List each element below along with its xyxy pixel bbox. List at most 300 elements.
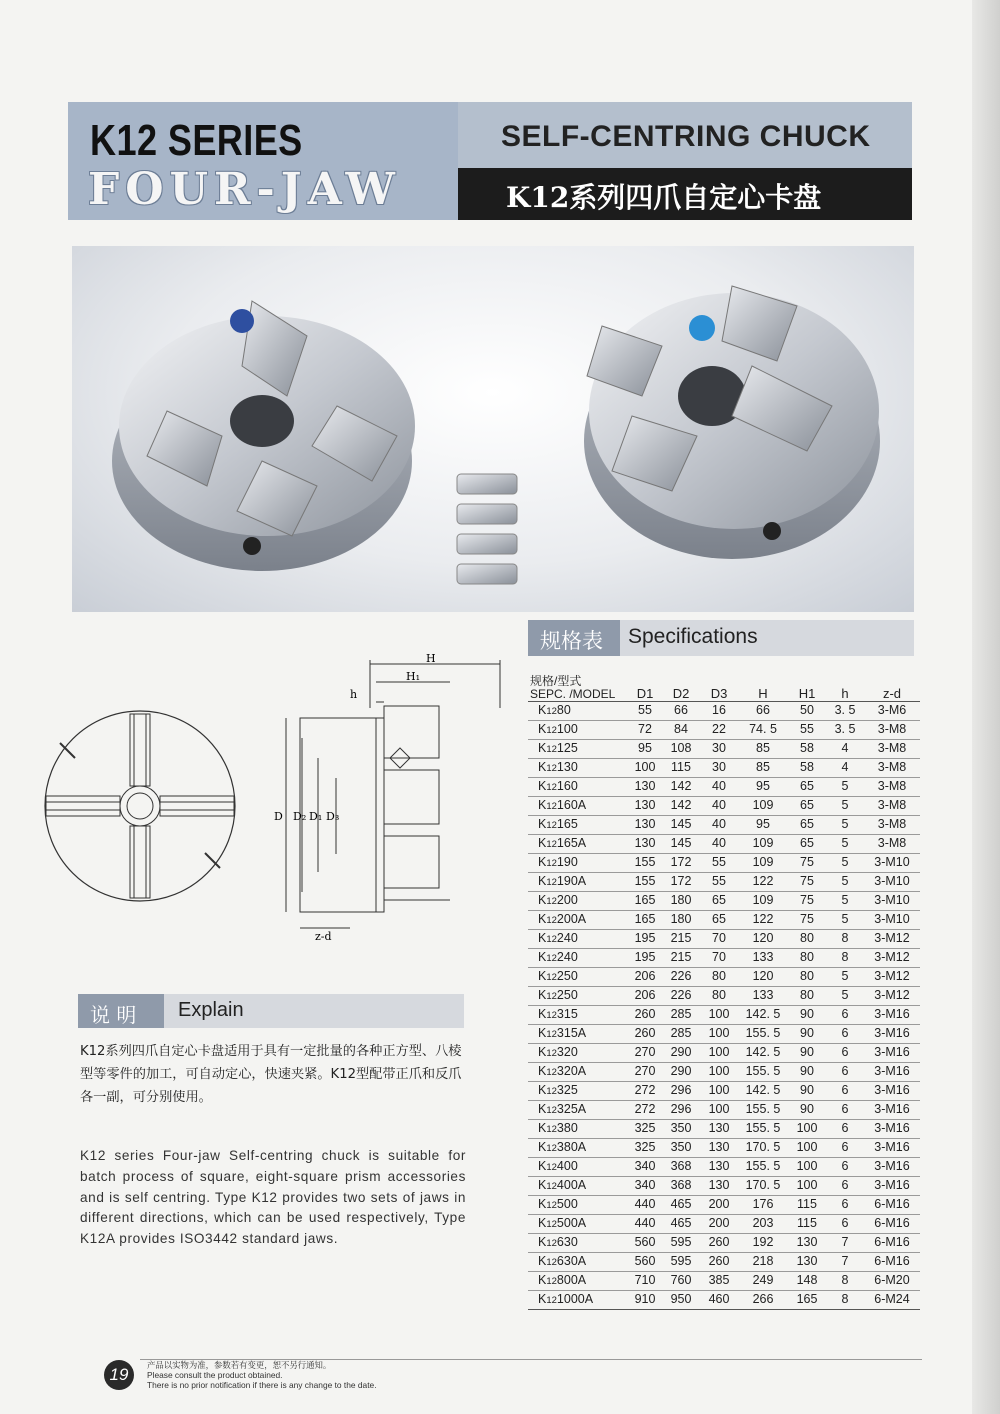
model-series-subscript: 12	[546, 1294, 557, 1306]
cell-h: 155. 5	[738, 1119, 788, 1138]
cell-h1: 90	[788, 1100, 826, 1119]
cell-d3: 100	[700, 1100, 738, 1119]
label-D1: D₁	[309, 810, 323, 823]
table-row	[528, 1290, 920, 1309]
cell-h: 133	[738, 948, 788, 967]
model-cell	[528, 701, 628, 720]
table-row	[528, 1138, 920, 1157]
cell-h1: 50	[788, 701, 826, 720]
cell-d2: 172	[662, 872, 700, 891]
table-row	[528, 986, 920, 1005]
model-size: 315	[556, 1006, 578, 1021]
model-prefix: K	[538, 1253, 547, 1268]
cell-h: 6	[826, 1024, 864, 1043]
cell-zd: 3-M10	[864, 910, 920, 929]
table-row	[528, 796, 920, 815]
model-prefix: K	[538, 1291, 547, 1306]
cell-zd: 6-M16	[864, 1233, 920, 1252]
cell-d3: 55	[700, 853, 738, 872]
cell-h1: 65	[788, 834, 826, 853]
model-size: 130	[556, 759, 578, 774]
model-size: 320	[556, 1044, 578, 1059]
spec-title-cn: 规格表	[528, 620, 620, 656]
model-prefix: K	[538, 987, 547, 1002]
table-row	[528, 1100, 920, 1119]
model-size: 500	[556, 1196, 578, 1211]
model-header-en: SEPC. /MODEL	[530, 686, 616, 701]
cell-d1: 195	[628, 948, 662, 967]
cell-zd: 6-M16	[864, 1214, 920, 1233]
cell-d1: 165	[628, 910, 662, 929]
cell-d2: 226	[662, 967, 700, 986]
table-row	[528, 1271, 920, 1290]
cell-d3: 16	[700, 701, 738, 720]
specifications-header	[528, 620, 914, 656]
cell-h: 203	[738, 1214, 788, 1233]
cell-d1: 95	[628, 739, 662, 758]
model-size: 165	[556, 816, 578, 831]
table-row	[528, 1195, 920, 1214]
cell-zd: 3-M8	[864, 720, 920, 739]
cell-d2: 350	[662, 1138, 700, 1157]
cell-h1: 75	[788, 891, 826, 910]
cell-h: 95	[738, 815, 788, 834]
model-prefix: K	[538, 1215, 547, 1230]
table-row	[528, 872, 920, 891]
col-header-d3: D3	[700, 670, 738, 701]
cell-d2: 350	[662, 1119, 700, 1138]
cell-d3: 130	[700, 1138, 738, 1157]
model-size: 240	[556, 949, 578, 964]
table-row	[528, 929, 920, 948]
model-size: 380	[556, 1120, 578, 1135]
model-cell	[528, 758, 628, 777]
cell-h: 95	[738, 777, 788, 796]
cell-d2: 172	[662, 853, 700, 872]
cell-d1: 560	[628, 1252, 662, 1271]
table-row	[528, 1157, 920, 1176]
cell-h: 109	[738, 891, 788, 910]
model-size: 800A	[556, 1272, 587, 1287]
cell-d1: 560	[628, 1233, 662, 1252]
table-row	[528, 1024, 920, 1043]
cell-d2: 84	[662, 720, 700, 739]
explain-text-cn: K12系列四爪自定心卡盘适用于具有一定批量的各种正方型、八棱型等零件的加工，可自动定心，快速夹紧。K12型配带正爪和反爪各一副，可分别使用。	[80, 1044, 462, 1105]
model-prefix: K	[538, 1196, 547, 1211]
cell-d1: 270	[628, 1062, 662, 1081]
model-series-subscript: 12	[546, 990, 557, 1002]
cell-zd: 3-M16	[864, 1081, 920, 1100]
col-header-d1: D1	[628, 670, 662, 701]
cell-d1: 440	[628, 1195, 662, 1214]
footer-note-en-2: There is no prior notification if there is any change to the date.	[147, 1379, 377, 1390]
model-size: 320A	[556, 1063, 587, 1078]
cell-d2: 595	[662, 1252, 700, 1271]
page-number: 19	[104, 1360, 134, 1390]
model-prefix: K	[538, 1063, 547, 1078]
cell-h: 5	[826, 986, 864, 1005]
cell-zd: 3-M16	[864, 1024, 920, 1043]
model-series-subscript: 12	[546, 743, 557, 755]
cell-h1: 58	[788, 739, 826, 758]
model-cell	[528, 1024, 628, 1043]
model-prefix: K	[538, 1272, 547, 1287]
model-cell	[528, 853, 628, 872]
model-cell	[528, 1233, 628, 1252]
cell-h: 5	[826, 853, 864, 872]
cell-h: 155. 5	[738, 1024, 788, 1043]
model-size: 190A	[556, 873, 587, 888]
cell-h: 218	[738, 1252, 788, 1271]
model-series-subscript: 12	[546, 1199, 557, 1211]
right-chuck-icon	[584, 286, 880, 559]
cell-d2: 950	[662, 1290, 700, 1309]
cell-d3: 260	[700, 1252, 738, 1271]
model-cell	[528, 1271, 628, 1290]
cell-h1: 90	[788, 1043, 826, 1062]
model-series-subscript: 12	[546, 1047, 557, 1059]
cell-d1: 270	[628, 1043, 662, 1062]
model-size: 240	[556, 930, 578, 945]
model-prefix: K	[538, 1025, 547, 1040]
model-size: 165A	[556, 835, 587, 850]
cell-d2: 595	[662, 1233, 700, 1252]
cell-h: 85	[738, 739, 788, 758]
label-D: D	[274, 810, 283, 823]
cell-d3: 260	[700, 1233, 738, 1252]
table-row	[528, 1252, 920, 1271]
model-series-subscript: 12	[546, 781, 557, 793]
cell-h: 122	[738, 910, 788, 929]
model-size: 250	[556, 968, 578, 983]
label-D2: D₂	[293, 810, 307, 823]
model-size: 400	[556, 1158, 578, 1173]
model-cell	[528, 948, 628, 967]
cell-h1: 115	[788, 1195, 826, 1214]
spec-title-en: Specifications	[628, 625, 758, 648]
cell-h1: 100	[788, 1138, 826, 1157]
cell-d1: 910	[628, 1290, 662, 1309]
table-row	[528, 834, 920, 853]
cell-h1: 80	[788, 929, 826, 948]
cell-h1: 65	[788, 796, 826, 815]
cell-h: 66	[738, 701, 788, 720]
model-prefix: K	[538, 892, 547, 907]
cell-d2: 290	[662, 1043, 700, 1062]
model-prefix: K	[538, 949, 547, 964]
cell-h: 155. 5	[738, 1062, 788, 1081]
cell-h1: 55	[788, 720, 826, 739]
cell-zd: 3-M10	[864, 872, 920, 891]
model-prefix: K	[538, 835, 547, 850]
cell-zd: 3-M8	[864, 777, 920, 796]
cell-d1: 100	[628, 758, 662, 777]
cell-d3: 80	[700, 986, 738, 1005]
model-series-subscript: 12	[546, 1180, 557, 1192]
cell-h1: 90	[788, 1024, 826, 1043]
cell-h: 6	[826, 1081, 864, 1100]
model-size: 500A	[556, 1215, 587, 1230]
label-zd: z-d	[315, 930, 332, 943]
cell-h1: 65	[788, 815, 826, 834]
cell-h: 109	[738, 853, 788, 872]
model-series-subscript: 12	[546, 1123, 557, 1135]
table-header-row	[528, 670, 920, 701]
table-row	[528, 1081, 920, 1100]
cell-d2: 145	[662, 815, 700, 834]
model-cell	[528, 1214, 628, 1233]
model-prefix: K	[538, 1120, 547, 1135]
cell-d1: 155	[628, 872, 662, 891]
model-series-subscript: 12	[546, 724, 557, 736]
cell-h: 5	[826, 910, 864, 929]
cell-h: 142. 5	[738, 1043, 788, 1062]
model-size: 250	[556, 987, 578, 1002]
chuck-illustration	[72, 246, 914, 612]
model-prefix: K	[538, 1139, 547, 1154]
table-row	[528, 1214, 920, 1233]
cell-d3: 30	[700, 739, 738, 758]
model-cell	[528, 796, 628, 815]
cell-zd: 3-M8	[864, 758, 920, 777]
footer-notes	[147, 1361, 377, 1390]
cell-h: 8	[826, 1290, 864, 1309]
model-size: 325	[556, 1082, 578, 1097]
cell-d1: 325	[628, 1138, 662, 1157]
cell-d3: 385	[700, 1271, 738, 1290]
cell-zd: 3-M16	[864, 1005, 920, 1024]
header-series-block	[68, 102, 458, 220]
model-prefix: K	[538, 1044, 547, 1059]
cell-zd: 3-M8	[864, 834, 920, 853]
cell-d3: 40	[700, 815, 738, 834]
cell-h: 155. 5	[738, 1100, 788, 1119]
cell-d1: 260	[628, 1024, 662, 1043]
cell-h: 176	[738, 1195, 788, 1214]
cell-d2: 108	[662, 739, 700, 758]
cell-d2: 465	[662, 1214, 700, 1233]
explain-text-en: K12 series Four-jaw Self-centring chuck is suitable for batch process of square, eight-square prism accessories and is self centring. Type K12 provides two sets of jaws in different directions, which can be used respectively, Type K12A provides ISO3442 standard jaws.	[80, 1148, 466, 1247]
model-size: 315A	[556, 1025, 587, 1040]
cell-h: 133	[738, 986, 788, 1005]
cell-h1: 100	[788, 1157, 826, 1176]
cell-d2: 465	[662, 1195, 700, 1214]
model-cell	[528, 967, 628, 986]
table-row	[528, 739, 920, 758]
table-row	[528, 701, 920, 720]
cell-h1: 65	[788, 777, 826, 796]
cell-d3: 100	[700, 1062, 738, 1081]
cell-h: 5	[826, 796, 864, 815]
cell-h1: 165	[788, 1290, 826, 1309]
cell-d1: 206	[628, 967, 662, 986]
model-prefix: K	[538, 1234, 547, 1249]
cell-d3: 100	[700, 1005, 738, 1024]
cell-d1: 272	[628, 1081, 662, 1100]
cell-h: 120	[738, 967, 788, 986]
model-size: 400A	[556, 1177, 587, 1192]
model-size: 200	[556, 892, 578, 907]
cell-d3: 130	[700, 1176, 738, 1195]
cell-h: 7	[826, 1252, 864, 1271]
cell-d3: 65	[700, 891, 738, 910]
cell-d1: 340	[628, 1157, 662, 1176]
cell-d1: 272	[628, 1100, 662, 1119]
cell-zd: 3-M16	[864, 1138, 920, 1157]
model-series-subscript: 12	[546, 1066, 557, 1078]
cell-d2: 180	[662, 891, 700, 910]
explain-title-en: Explain	[178, 999, 244, 1021]
model-series-subscript: 12	[546, 838, 557, 850]
cell-d2: 226	[662, 986, 700, 1005]
cell-d2: 142	[662, 796, 700, 815]
cell-d1: 195	[628, 929, 662, 948]
model-series-subscript: 12	[546, 1028, 557, 1040]
cell-h: 6	[826, 1005, 864, 1024]
model-cell	[528, 739, 628, 758]
cell-h: 6	[826, 1195, 864, 1214]
cell-d2: 66	[662, 701, 700, 720]
cell-d3: 22	[700, 720, 738, 739]
header-banner	[68, 102, 912, 220]
model-prefix: K	[538, 873, 547, 888]
page-edge	[972, 0, 1000, 1414]
cell-h: 8	[826, 948, 864, 967]
table-row	[528, 815, 920, 834]
cell-d1: 130	[628, 815, 662, 834]
model-size: 160	[556, 778, 578, 793]
col-header-d2: D2	[662, 670, 700, 701]
model-size: 100	[556, 721, 578, 736]
model-prefix: K	[538, 778, 547, 793]
model-prefix: K	[538, 759, 547, 774]
label-h: h	[350, 688, 358, 701]
col-header-h-lower: h	[826, 670, 864, 701]
table-row	[528, 1233, 920, 1252]
cell-h1: 80	[788, 948, 826, 967]
product-photo	[72, 246, 914, 612]
model-cell	[528, 815, 628, 834]
model-prefix: K	[538, 740, 547, 755]
cell-h: 6	[826, 1176, 864, 1195]
model-series-subscript: 12	[546, 952, 557, 964]
cell-h: 266	[738, 1290, 788, 1309]
header-product-block	[458, 102, 912, 220]
cell-h1: 148	[788, 1271, 826, 1290]
cell-h: 122	[738, 872, 788, 891]
col-header-h-upper: H	[738, 670, 788, 701]
cell-h: 5	[826, 891, 864, 910]
left-chuck-icon	[112, 301, 415, 571]
cell-zd: 3-M16	[864, 1062, 920, 1081]
cell-h: 6	[826, 1119, 864, 1138]
model-size: 325A	[556, 1101, 587, 1116]
cell-zd: 3-M16	[864, 1176, 920, 1195]
cell-h: 170. 5	[738, 1138, 788, 1157]
cell-d2: 285	[662, 1024, 700, 1043]
cell-zd: 3-M16	[864, 1157, 920, 1176]
cell-h: 85	[738, 758, 788, 777]
cell-d1: 440	[628, 1214, 662, 1233]
cell-h: 3. 5	[826, 701, 864, 720]
footer-note-en-1: Please consult the product obtained.	[147, 1369, 283, 1380]
model-series-subscript: 12	[546, 762, 557, 774]
model-size: 200A	[556, 911, 587, 926]
cell-d1: 72	[628, 720, 662, 739]
model-prefix: K	[538, 1177, 547, 1192]
model-prefix: K	[538, 854, 547, 869]
model-series-subscript: 12	[546, 1009, 557, 1021]
model-size: 125	[556, 740, 578, 755]
model-prefix: K	[538, 721, 547, 736]
table-row	[528, 853, 920, 872]
cell-h: 155. 5	[738, 1157, 788, 1176]
cell-h: 5	[826, 872, 864, 891]
spare-jaws-icon	[457, 474, 517, 584]
cell-d3: 80	[700, 967, 738, 986]
cell-d3: 100	[700, 1024, 738, 1043]
explain-title-cn: 说 明	[78, 994, 164, 1028]
cell-h: 6	[826, 1157, 864, 1176]
label-H1: H₁	[406, 670, 421, 683]
cell-d2: 296	[662, 1100, 700, 1119]
cell-zd: 3-M10	[864, 891, 920, 910]
cell-zd: 3-M16	[864, 1043, 920, 1062]
table-row	[528, 1062, 920, 1081]
cell-h1: 100	[788, 1119, 826, 1138]
cell-d1: 165	[628, 891, 662, 910]
model-size: 80	[556, 702, 571, 717]
model-cell	[528, 1157, 628, 1176]
model-series-subscript: 12	[546, 1256, 557, 1268]
table-row	[528, 948, 920, 967]
model-prefix: K	[538, 1082, 547, 1097]
table-row	[528, 1119, 920, 1138]
cell-d2: 215	[662, 929, 700, 948]
cell-d1: 260	[628, 1005, 662, 1024]
cell-h1: 130	[788, 1233, 826, 1252]
cell-d2: 180	[662, 910, 700, 929]
model-series-subscript: 12	[546, 895, 557, 907]
cell-h: 6	[826, 1062, 864, 1081]
cell-h1: 90	[788, 1005, 826, 1024]
cell-d3: 70	[700, 948, 738, 967]
cell-h1: 80	[788, 967, 826, 986]
model-prefix: K	[538, 816, 547, 831]
model-cell	[528, 1119, 628, 1138]
table-row	[528, 720, 920, 739]
table-row	[528, 1043, 920, 1062]
model-cell	[528, 872, 628, 891]
cell-h1: 90	[788, 1062, 826, 1081]
cell-zd: 6-M20	[864, 1271, 920, 1290]
col-header-zd: z-d	[864, 670, 920, 701]
cell-zd: 3-M12	[864, 929, 920, 948]
cell-d2: 760	[662, 1271, 700, 1290]
model-series-subscript: 12	[546, 819, 557, 831]
model-cell	[528, 1043, 628, 1062]
cell-h1: 90	[788, 1081, 826, 1100]
cell-h: 7	[826, 1233, 864, 1252]
table-row	[528, 1005, 920, 1024]
cell-h1: 75	[788, 853, 826, 872]
cell-h1: 75	[788, 872, 826, 891]
model-prefix: K	[538, 1101, 547, 1116]
cell-h1: 130	[788, 1252, 826, 1271]
series-title: K12 SERIES	[90, 116, 303, 165]
cn-title-bar	[458, 168, 912, 220]
cell-zd: 3-M16	[864, 1100, 920, 1119]
